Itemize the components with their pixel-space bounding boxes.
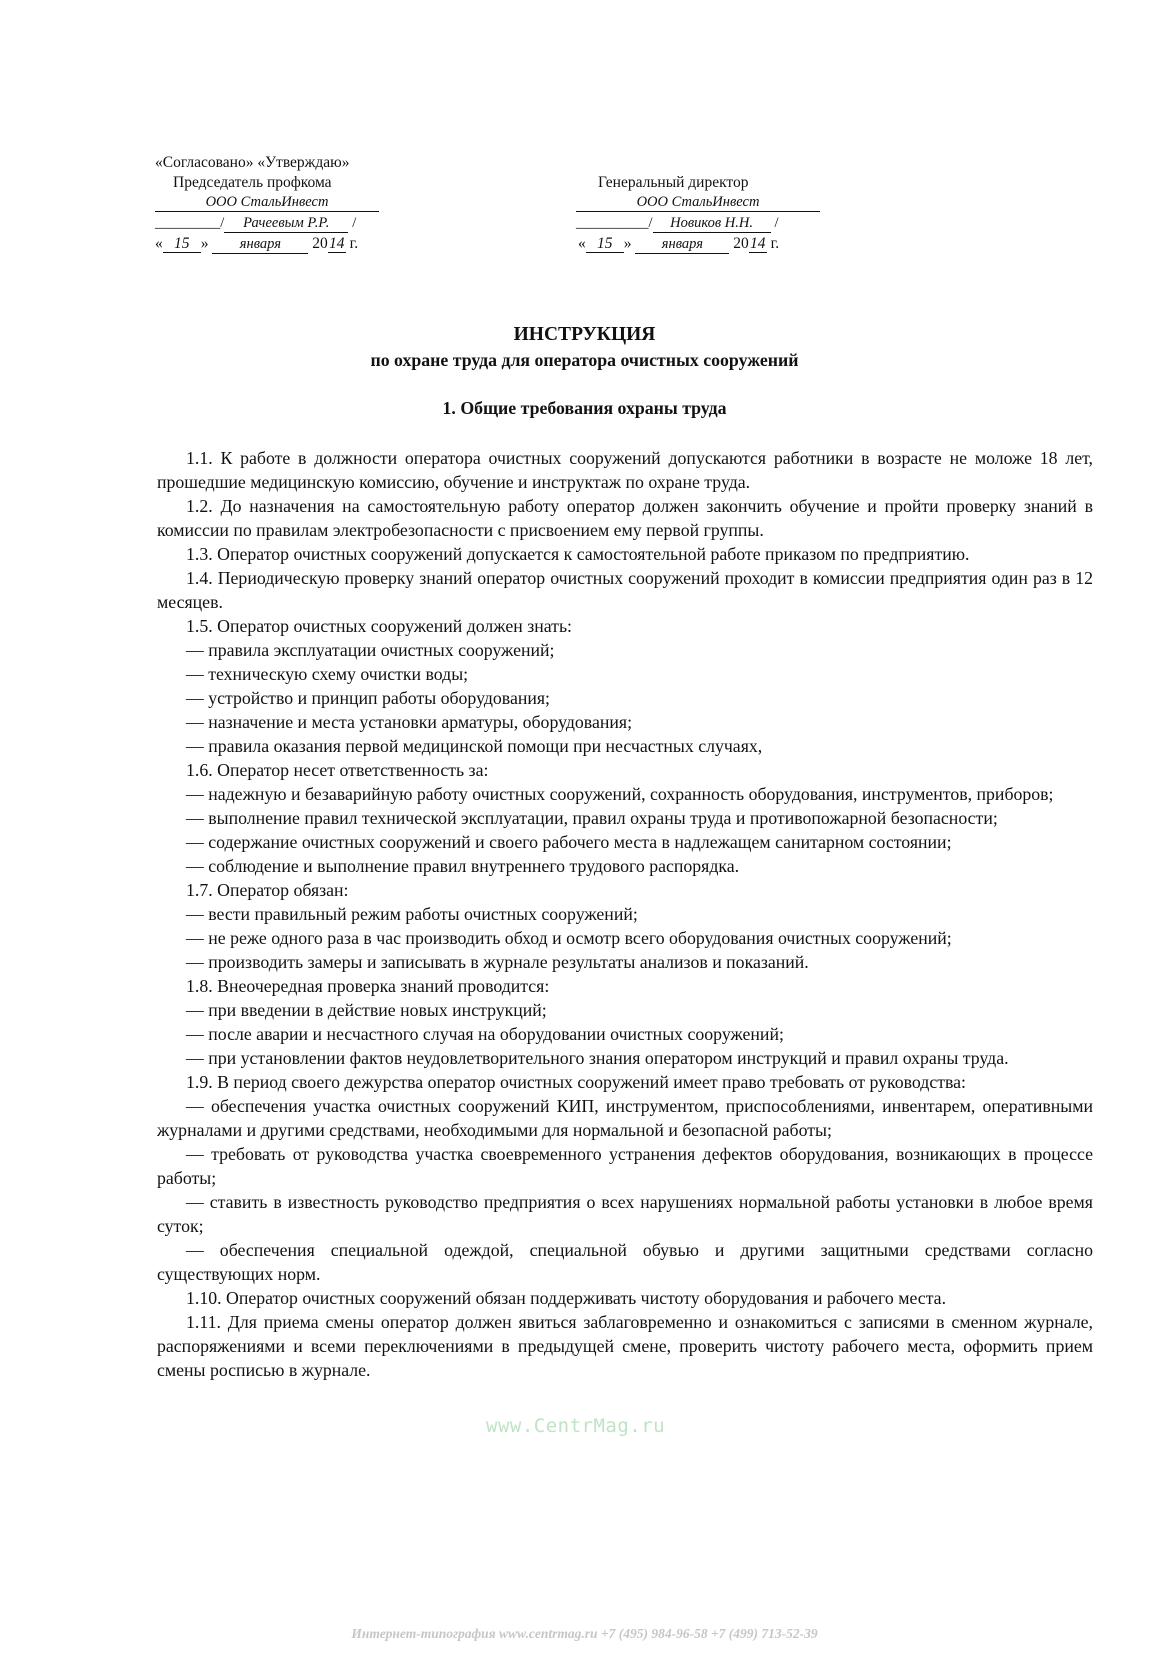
approval-right-company: ООО СтальИнвест	[576, 194, 820, 212]
list-item: — надежную и безаварийную работу очистных сооружений, сохранность оборудования, инструментов, приборов;	[186, 784, 1054, 804]
list-item: — содержание очистных сооружений и своего рабочего места в надлежащем санитарном состоянии;	[186, 832, 952, 852]
list-item: — после аварии и несчастного случая на оборудовании очистных сооружений;	[186, 1024, 784, 1044]
approval-left-year: 14	[329, 235, 345, 252]
list-item: — ставить в известность руководство предприятия о всех нарушениях нормальной работы установки в любое время суток;	[157, 1192, 1093, 1236]
approval-left-position: Председатель профкома	[173, 174, 332, 191]
approval-right-month: января	[635, 236, 729, 254]
footer: Интернет-типография www.centrmag.ru +7 (495) 984-96-58 +7 (499) 713-52-39	[351, 1626, 818, 1641]
list-item: — при введении в действие новых инструкций;	[186, 1000, 547, 1020]
paragraph: 1.1. К работе в должности оператора очистных сооружений допускаются работники в возрасте не моложе 18 лет, прошедшие медицинскую комиссию, обучение и инструктаж по охране труда.	[157, 448, 1093, 492]
approval-left-date: « 15 » января 2014 г.	[155, 235, 359, 252]
paragraph: 1.11. Для приема смены оператор должен явиться заблаговременно и ознакомиться с записями в сменном журнале, распоряжениями и всеми переключениями в предыдущей смене, проверить чистоту рабочего места, оформить прием смены росписью в журнале.	[157, 1312, 1093, 1380]
approval-right-day: 15	[586, 235, 624, 253]
approval-right-year: 14	[750, 235, 766, 252]
approval-left-signature: _________/ Рачеевым Р.Р. /	[155, 215, 357, 231]
list-item: — соблюдение и выполнение правил внутреннего трудового распорядка.	[186, 856, 740, 876]
approval-left-month: января	[212, 236, 308, 254]
paragraph: 1.6. Оператор несет ответственность за:	[186, 760, 489, 780]
list-item: — производить замеры и записывать в журнале результаты анализов и показаний.	[186, 952, 809, 972]
paragraph: 1.9. В период своего дежурства оператор очистных сооружений имеет право требовать от руководства:	[186, 1072, 966, 1092]
list-item: — обеспечения специальной одеждой, специальной обувью и другими защитными средствами согласно существующих норм.	[157, 1240, 1093, 1284]
document-subtitle: по охране труда для оператора очистных сооружений	[370, 350, 799, 370]
paragraph: 1.2. До назначения на самостоятельную работу оператор должен закончить обучение и пройти проверку знаний в комиссии по правилам электробезопасности с присвоением ему первой группы.	[157, 496, 1093, 540]
document-title: ИНСТРУКЦИЯ	[513, 324, 656, 345]
section-title: 1. Общие требования охраны труда	[442, 398, 727, 418]
paragraph: 1.8. Внеочередная проверка знаний проводится:	[186, 976, 550, 996]
paragraph: 1.4. Периодическую проверку знаний оператор очистных сооружений проходит в комиссии предприятия один раз в 12 месяцев.	[157, 568, 1093, 612]
approval-left-day: 15	[163, 235, 201, 253]
list-item: — правила эксплуатации очистных сооружений;	[186, 640, 555, 660]
paragraph: 1.7. Оператор обязан:	[186, 880, 349, 900]
list-item: — назначение и места установки арматуры, оборудования;	[186, 712, 633, 732]
approval-right-position: Генеральный директор	[598, 174, 749, 191]
list-item: — обеспечения участка очистных сооружений КИП, инструментом, приспособлениями, инвентарем, оперативными журналами и другими средствами, необходимыми для нормальной и безопасной работы;	[157, 1096, 1093, 1140]
list-item: — требовать от руководства участка своевременного устранения дефектов оборудования, возникающих в процессе работы;	[157, 1144, 1093, 1188]
list-item: — при установлении фактов неудовлетворительного знания оператором инструкций и правил охраны труда.	[186, 1048, 1009, 1068]
list-item: — техническую схему очистки воды;	[186, 664, 469, 684]
approval-heading: «Согласовано» «Утверждаю»	[155, 154, 350, 171]
approval-right-date: « 15 » января 2014 г.	[578, 235, 780, 252]
paragraph: 1.10. Оператор очистных сооружений обязан поддерживать чистоту оборудования и рабочего места.	[186, 1288, 947, 1308]
approval-right-name: Новиков Н.Н.	[653, 215, 771, 233]
list-item: — не реже одного раза в час производить обход и осмотр всего оборудования очистных сооружений;	[186, 928, 952, 948]
approval-left-company: ООО СтальИнвест	[155, 194, 379, 212]
list-item: — выполнение правил технической эксплуатации, правил охраны труда и противопожарной безопасности;	[186, 808, 998, 828]
approval-left-name: Рачеевым Р.Р.	[224, 215, 348, 233]
list-item: — вести правильный режим работы очистных сооружений;	[186, 904, 638, 924]
paragraph: 1.3. Оператор очистных сооружений допускается к самостоятельной работе приказом по предприятию.	[186, 544, 970, 564]
list-item: — правила оказания первой медицинской помощи при несчастных случаях,	[186, 736, 763, 756]
approval-right-signature: __________/ Новиков Н.Н. /	[576, 215, 779, 231]
list-item: — устройство и принцип работы оборудования;	[186, 688, 551, 708]
watermark: www.CentrMag.ru	[486, 1415, 666, 1437]
instruction-body	[157, 446, 1093, 1382]
paragraph: 1.5. Оператор очистных сооружений должен знать:	[186, 616, 572, 636]
